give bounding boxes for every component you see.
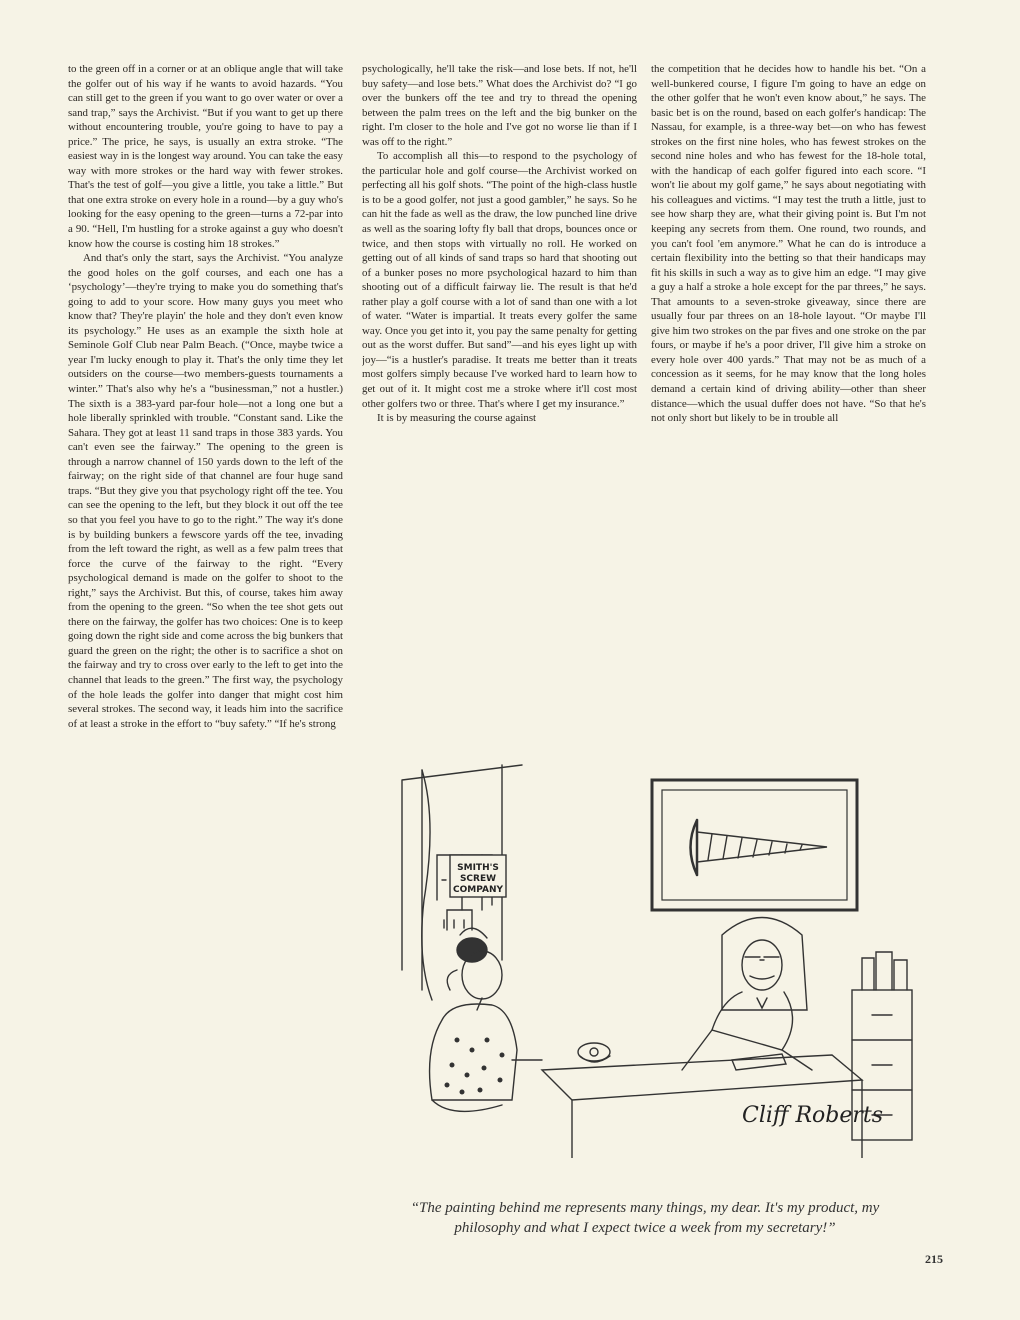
paragraph: And that's only the start, says the Archivist. “You analyze the good holes on the golf courses, and each one has a ‘psychology’—they're trying to make you do something that's going to add to your score. How many guys you meet who know that? They're playin' the hole and they don't even know its psychology.” He uses as an example the sixth hole at Seminole Golf Club near Palm Beach. (“Once, maybe twice a year I'm lucky enough to play it. That's the only time they let outsiders on the course—two members-guests tournaments a winter.” That's also why he's a “businessman,” not a hustler.) The sixth is a 383-yard par-four hole—not a long one but a hole liberally sprinkled with trouble. “Constant sand. Like the Sahara. They got at least 11 sand traps in those 383 yards. You can't even see the fairway.” The opening to the green is through a narrow channel of 150 yards down to the left of the fairway; on the right side of that channel are four huge sand traps. “But they give you that psychology right off the tee. You can see the opening to the left, but they block it out off the tee so that you feel you have to go to the right.” The way it's done is by building bunkers a fewscore yards off the tee, invading from the left toward the right, as well as a few palm trees that force the curve of the fairway to the right. “Every psychological demand is made on the golfer to shoot to the right,” says the Archivist. But this, of course, takes him away from the opening to the green. “So when the tee shot gets out there on the fairway, the golfer has two choices: One is to keep going down the right side and come across the big bunkers that guard the green on the right; the other is to sacrifice a shot on the fairway and try to cross over early to the left to get into the channel that leads to the green.” The first way, the psychology of the hole leads the golfer into danger that might cost him several strokes. The second way, it leads him into the sacrifice of at least a stroke in the effort to “buy safety.” “If he's strong [68,252,343,730]
paragraph: to the green off in a corner or at an oblique angle that will take the golfer out of his way if he wants to avoid hazards. “You can still get to the green if you want to go over water or over a sand trap,” says the Archivist. “But if you want to get up there without encountering trouble, you're going to have to pay a price.” The price, he says, is usually an extra stroke. “The easiest way in is the longest way around. You can take the easy way with more strokes or the hard way with fewer strokes. That's the test of golf—you give a little, you take a little.” But that one extra stroke on every hole in a round—by a guy who's looking for the easy opening to the green—turns a 72-par into a 90. “Hell, I'm hustling for a stroke against a guy who doesn't know how the course is costing him 18 strokes.” [68,63,343,250]
cartoon-caption: “The painting behind me represents many things, my dear. It's my product, my philosophy and what I expect twice a week from my secretary!” [410,1200,880,1236]
sign-line: COMPANY [453,885,503,895]
article-column-2 [362,62,637,717]
paragraph: To accomplish all this—to respond to the psychology of the particular hole and golf course—the Archivist worked on perfecting all his golf shots. “The point of the high-class hustle is to be a good golfer, not just a good gambler,” he says. So he can hit the fade as well as the draw, the low punched line drive as well as the soaring lofty fly ball that drops, bounces once or twice, and then stops with virtually no roll. He worked on getting out of all kinds of sand traps so hard that shooting out of a bunker poses no more psychological hazard to him than shooting out of a difficult fairway lie. The result is that he'd rather play a golf course with a lot of sand than one with a lot of water. “Water is impartial. It treats every golfer the same way. Once you get into it, you pay the same penalty for getting out as the worst duffer. But sand”—and his eyes light up with joy—“is a hustler's paradise. It treats me better than it treats most golfers simply because I've worked hard to learn how to get out of it. It might cost me a stroke where it'll cost most other golfers two or three. That's where I get my insurance.” [362,150,637,410]
sign-line: SMITH'S [457,863,499,873]
article-column-1 [68,62,343,1267]
artist-signature: Cliff Roberts [742,1103,884,1128]
sign-line: SCREW [459,874,497,884]
page-number: 215 [925,1252,943,1266]
paragraph: the competition that he decides how to handle his bet. “On a well-bunkered course, I figure I'm going to have an edge on the other golfer that he won't even know about,” he says. The basic bet is on the round, based on each golfer's handicap: The Nassau, for example, is a three-way bet—on who has fewest strokes on the first nine holes, who has fewest strokes on the second nine holes and who has fewest for the 18-hole total, with the handicap of each golfer figured into each score. “I won't lie about my golf game,” he says about negotiating with his colleagues and victims. “I may test the truth a little, just to see how sharp they are, what their giving point is. But I'm not keeping any secrets from them. One round, two rounds, and you can't fool 'em anymore.” What he can do is introduce a certain flexibility into the betting so that their handicaps may fit his skills in such a way as to give him an edge. “I may give a guy a half a stroke a hole except for the par threes,” he says. That amounts to a seven-stroke giveaway, since there are usually four par threes on an 18-hole layout. “Or maybe I'll give him two strokes on the par fives and one stroke on the par fours, or maybe if he's a poor driver, I'll give him a stroke on every hole over 400 yards.” That may not be as much of a concession as it seems, for he may know that the long holes demand a certain kind of driving ability—other than sheer distance—which the usual duffer does not have. “So that he's not only short but likely to be in trouble all [651,63,926,425]
paragraph: It is by measuring the course against [377,412,537,425]
cartoon-illustration [362,760,928,1158]
paragraph: psychologically, he'll take the risk—and lose bets. If not, he'll buy safety—and lose bets.” What does the Archivist do? “I go over the bunkers off the tee and try to thread the opening between the palm trees on the left and the big bunker on the right. I'm closer to the hole and I've got no worse lie than if I was off to the right.” [362,63,637,148]
article-column-3 [651,62,926,717]
